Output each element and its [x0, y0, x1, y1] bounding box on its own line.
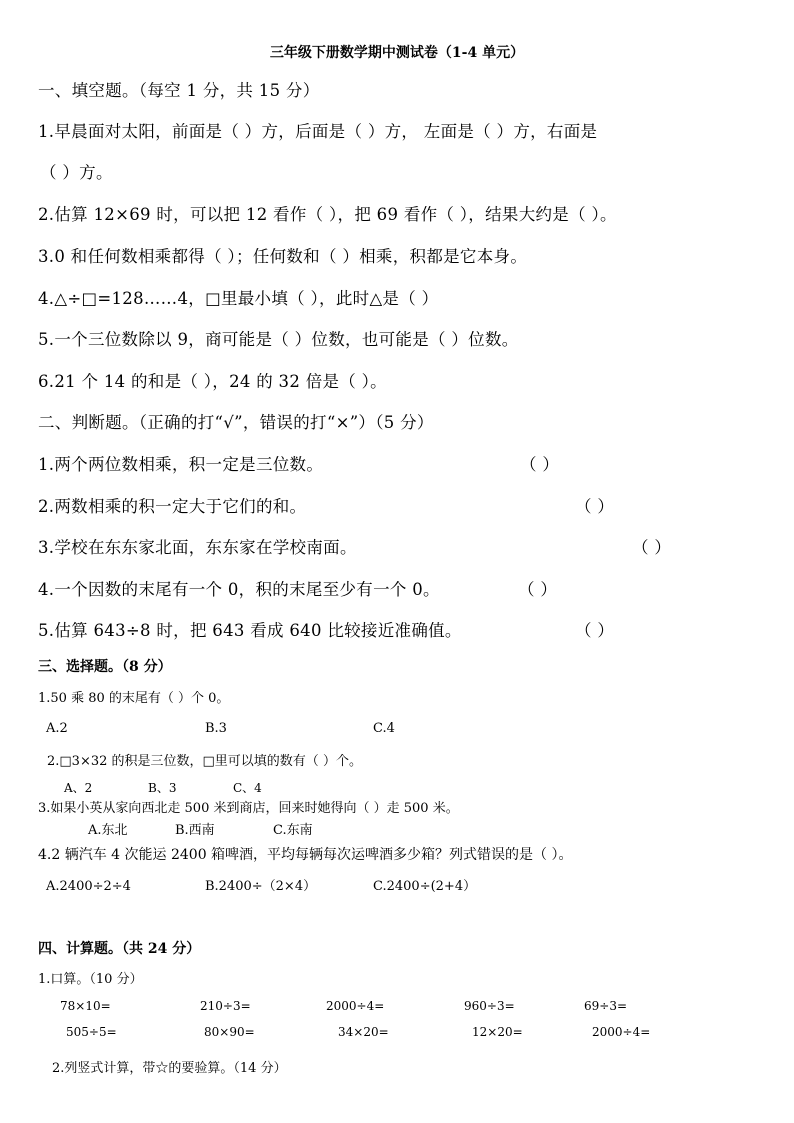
judge-answer-paren-4: （ ） — [518, 580, 558, 599]
choice-3-option-c: C.东南 — [273, 823, 313, 838]
oral-calc-item: 960÷3= — [464, 999, 515, 1013]
choice-4-option-c: C.2400÷(2+4） — [373, 879, 477, 894]
fill-question-2: 2.估算 12×69 时，可以把 12 看作（ ），把 69 看作（ ），结果大约是（ ）。 — [38, 205, 617, 224]
judge-question-1: 1.两个两位数相乘，积一定是三位数。 — [38, 455, 324, 474]
section-1-heading: 一、填空题。（每空 1 分，共 15 分） — [38, 81, 320, 100]
choice-3-option-b: B.西南 — [175, 823, 215, 838]
judge-answer-paren-3: （ ） — [632, 538, 672, 557]
choice-4-option-a: A.2400÷2÷4 — [46, 879, 131, 894]
fill-question-5: 5.一个三位数除以 9，商可能是（ ）位数，也可能是（ ）位数。 — [38, 330, 519, 349]
judge-answer-paren-1: （ ） — [520, 455, 560, 474]
fill-question-1-line-2: （ ）方。 — [40, 163, 113, 182]
oral-calc-item: 12×20= — [472, 1025, 523, 1039]
judge-question-3: 3.学校在东东家北面，东东家在学校南面。 — [38, 538, 357, 557]
oral-calc-item: 80×90= — [204, 1025, 255, 1039]
choice-1-option-a: A.2 — [46, 721, 68, 736]
choice-question-2: 2.□3×32 的积是三位数，□里可以填的数有（ ）个。 — [47, 754, 362, 769]
choice-1-option-c: C.4 — [373, 721, 395, 736]
choice-2-option-b: B、3 — [148, 781, 177, 795]
choice-question-3: 3.如果小英从家向西北走 500 米到商店，回来时她得向（ ）走 500 米。 — [38, 801, 459, 816]
oral-calc-item: 210÷3= — [200, 999, 251, 1013]
fill-question-4: 4.△÷□=128……4，□里最小填（ ），此时△是（ ） — [38, 289, 439, 308]
judge-question-4: 4.一个因数的末尾有一个 0，积的末尾至少有一个 0。 — [38, 580, 440, 599]
section-4-heading: 四、计算题。（共 24 分） — [38, 941, 201, 957]
judge-question-2: 2.两数相乘的积一定大于它们的和。 — [38, 497, 307, 516]
fill-question-6: 6.21 个 14 的和是（ ），24 的 32 倍是（ ）。 — [38, 372, 387, 391]
section-3-heading: 三、选择题。（8 分） — [38, 659, 172, 675]
choice-1-option-b: B.3 — [205, 721, 227, 736]
judge-answer-paren-2: （ ） — [575, 497, 615, 516]
choice-2-option-a: A、2 — [64, 781, 93, 795]
oral-calc-item: 2000÷4= — [592, 1025, 651, 1039]
oral-calc-item: 78×10= — [60, 999, 111, 1013]
choice-2-option-c: C、4 — [233, 781, 262, 795]
section-2-heading: 二、判断题。（正确的打“√”，错误的打“×”）（5 分） — [38, 413, 434, 432]
choice-question-4: 4.2 辆汽车 4 次能运 2400 箱啤酒，平均每辆每次运啤酒多少箱？列式错误的是（ ）。 — [38, 847, 573, 863]
choice-3-option-a: A.东北 — [88, 823, 128, 838]
fill-question-1-line-1: 1.早晨面对太阳，前面是（ ）方，后面是（ ）方， 左面是（ ）方，右面是 — [38, 122, 598, 141]
vertical-calc-heading: 2.列竖式计算，带☆的要验算。（14 分） — [52, 1061, 287, 1076]
judge-answer-paren-5: （ ） — [575, 621, 615, 640]
judge-question-5: 5.估算 643÷8 时，把 643 看成 640 比较接近准确值。 — [38, 621, 462, 640]
page-title: 三年级下册数学期中测试卷（1-4 单元） — [269, 45, 525, 61]
oral-calc-item: 69÷3= — [584, 999, 628, 1013]
fill-question-3: 3.0 和任何数相乘都得（ ）；任何数和（ ）相乘，积都是它本身。 — [38, 247, 528, 266]
oral-calc-heading: 1.口算。（10 分） — [38, 972, 143, 987]
oral-calc-item: 34×20= — [338, 1025, 389, 1039]
choice-question-1: 1.50 乘 80 的末尾有（ ）个 0。 — [38, 691, 230, 706]
oral-calc-item: 505÷5= — [66, 1025, 117, 1039]
choice-4-option-b: B.2400÷（2×4） — [205, 879, 317, 894]
oral-calc-item: 2000÷4= — [326, 999, 385, 1013]
